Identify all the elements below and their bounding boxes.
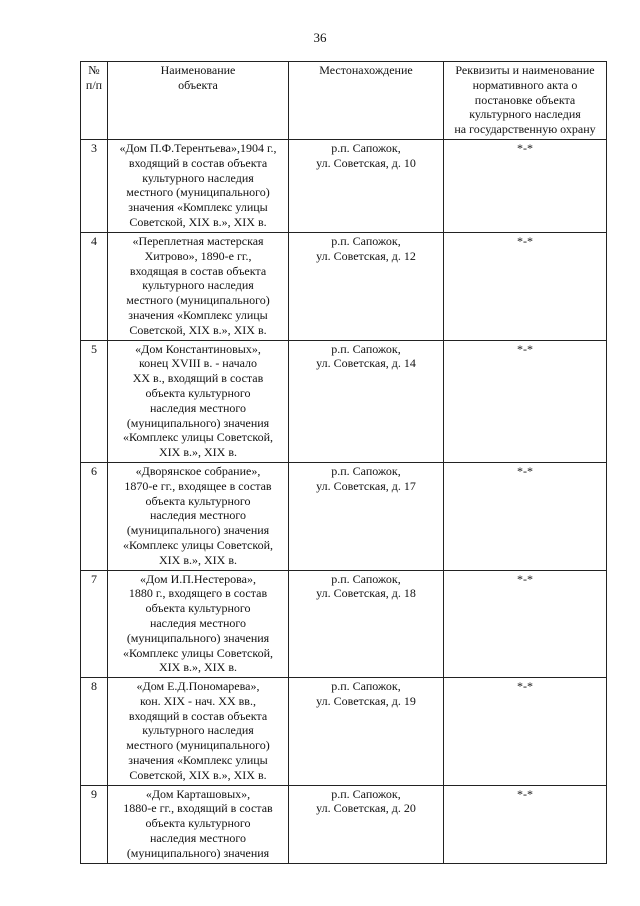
object-requisites: *-* xyxy=(444,340,607,462)
row-number: 5 xyxy=(81,340,108,462)
object-location: р.п. Сапожок, ул. Советская, д. 19 xyxy=(289,678,444,786)
table-row xyxy=(81,570,607,678)
heritage-objects-table xyxy=(80,61,607,864)
header-name: Наименование объекта xyxy=(108,62,289,140)
object-name: «Переплетная мастерская Хитрово», 1890-е гг., входящая в состав объекта культурного наследия местного (муниципального) значения «Комплекс улицы Советской, XIX в.», XIX в. xyxy=(108,232,289,340)
table-row xyxy=(81,462,607,570)
object-location: р.п. Сапожок, ул. Советская, д. 17 xyxy=(289,462,444,570)
object-name: «Дом Карташовых», 1880-е гг., входящий в состав объекта культурного наследия местного (муниципального) значения xyxy=(108,785,289,863)
object-name: «Дом И.П.Нестерова», 1880 г., входящего в состав объекта культурного наследия местного (муниципального) значения «Комплекс улицы Советской, XIX в.», XIX в. xyxy=(108,570,289,678)
header-requisites: Реквизиты и наименование нормативного акта о постановке объекта культурного наследия на государственную охрану xyxy=(444,62,607,140)
table-header-row xyxy=(81,62,607,140)
object-requisites: *-* xyxy=(444,678,607,786)
row-number: 6 xyxy=(81,462,108,570)
object-requisites: *-* xyxy=(444,462,607,570)
table-row xyxy=(81,340,607,462)
row-number: 8 xyxy=(81,678,108,786)
object-location: р.п. Сапожок, ул. Советская, д. 12 xyxy=(289,232,444,340)
object-name: «Дом Константиновых», конец XVIII в. - начало XX в., входящий в состав объекта культурного наследия местного (муниципального) значения «Комплекс улицы Советской, XIX в.», XIX в. xyxy=(108,340,289,462)
row-number: 9 xyxy=(81,785,108,863)
row-number: 3 xyxy=(81,139,108,232)
table-row xyxy=(81,232,607,340)
object-requisites: *-* xyxy=(444,570,607,678)
object-location: р.п. Сапожок, ул. Советская, д. 20 xyxy=(289,785,444,863)
object-requisites: *-* xyxy=(444,139,607,232)
row-number: 4 xyxy=(81,232,108,340)
table-row xyxy=(81,139,607,232)
header-location: Местонахождение xyxy=(289,62,444,140)
table-row xyxy=(81,785,607,863)
table-row xyxy=(81,678,607,786)
object-name: «Дом П.Ф.Терентьева»,1904 г., входящий в состав объекта культурного наследия местного (муниципального) значения «Комплекс улицы Советской, XIX в.», XIX в. xyxy=(108,139,289,232)
object-name: «Дом Е.Д.Пономарева», кон. XIX - нач. XX вв., входящий в состав объекта культурного наследия местного (муниципального) значения «Комплекс улицы Советской, XIX в.», XIX в. xyxy=(108,678,289,786)
object-name: «Дворянское собрание», 1870-е гг., входящее в состав объекта культурного наследия местного (муниципального) значения «Комплекс улицы Советской, XIX в.», XIX в. xyxy=(108,462,289,570)
page-number: 36 xyxy=(313,30,327,45)
header-number: № п/п xyxy=(81,62,108,140)
object-requisites: *-* xyxy=(444,785,607,863)
object-requisites: *-* xyxy=(444,232,607,340)
object-location: р.п. Сапожок, ул. Советская, д. 14 xyxy=(289,340,444,462)
row-number: 7 xyxy=(81,570,108,678)
object-location: р.п. Сапожок, ул. Советская, д. 18 xyxy=(289,570,444,678)
object-location: р.п. Сапожок, ул. Советская, д. 10 xyxy=(289,139,444,232)
